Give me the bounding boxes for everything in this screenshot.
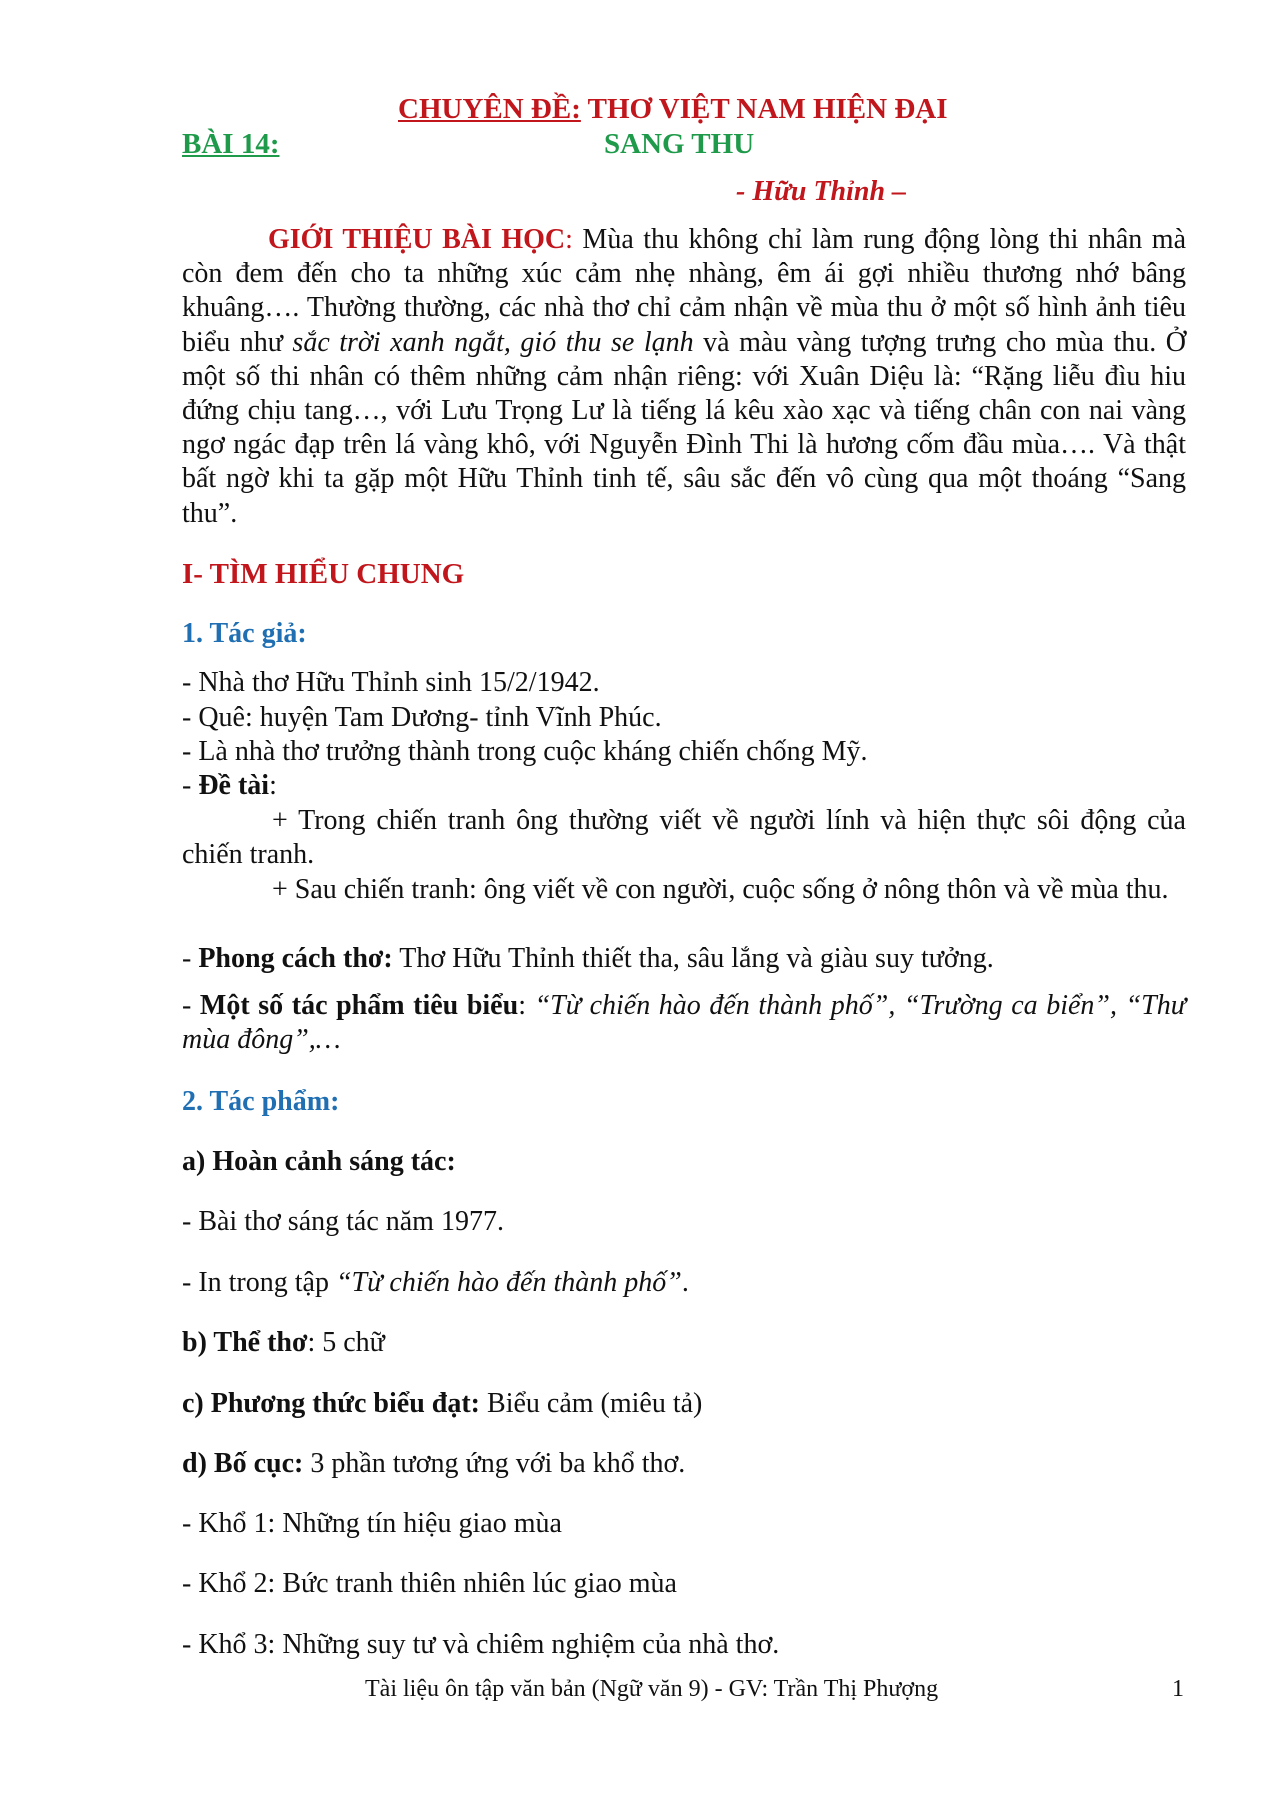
works-line: [182, 989, 1186, 1057]
mode-text: Biểu cảm (miêu tả): [480, 1388, 703, 1419]
structure-label: d) Bố cục:: [182, 1448, 304, 1479]
context-year: - Bài thơ sáng tác năm 1977.: [182, 1206, 504, 1237]
context-book-suffix: .: [681, 1267, 689, 1298]
topic-dash: -: [182, 770, 199, 801]
topic-label: Đề tài: [198, 770, 270, 801]
stanza-2: - Khổ 2: Bức tranh thiên nhiên lúc giao mùa: [182, 1568, 677, 1599]
works-dash: -: [182, 990, 200, 1021]
form-text: : 5 chữ: [307, 1327, 385, 1358]
style-label: Phong cách thơ:: [198, 943, 393, 974]
style-dash: -: [182, 943, 199, 974]
work-heading: 2. Tác phẩm:: [182, 1086, 340, 1117]
topic-line: [182, 769, 277, 803]
context-book: [182, 1266, 689, 1300]
lesson-title: SANG THU: [604, 128, 755, 160]
author-heading: 1. Tác giả:: [182, 618, 307, 649]
intro-text-1: Mùa thu không chỉ làm rung động lòng thi nhân mà còn đem đến cho ta những xúc cảm nhẹ nhàng, êm ái gợi nhiều thương nhớ bâng khuâng…. Thường thường, các nhà thơ chỉ cảm nhận về mùa thu ở một số hình ảnh tiêu biểu như: [182, 224, 1186, 358]
author-birth: - Nhà thơ Hữu Thỉnh sinh 15/2/1942.: [182, 667, 600, 698]
works-colon: :: [518, 990, 535, 1021]
intro-label: GIỚI THIỆU BÀI HỌC: [268, 224, 566, 255]
style-text: Thơ Hữu Thỉnh thiết tha, sâu lắng và giàu suy tưởng.: [392, 943, 994, 974]
intro-italic: sắc trời xanh ngắt, gió thu se lạnh: [292, 326, 694, 358]
author-name: - Hữu Thỉnh –: [736, 176, 907, 207]
form-line: [182, 1326, 385, 1360]
mode-line: [182, 1387, 702, 1421]
stanza-3: - Khổ 3: Những suy tư và chiêm nghiệm của nhà thơ.: [182, 1629, 780, 1660]
topic-heading: [398, 92, 948, 126]
section-heading: I- TÌM HIỂU CHUNG: [182, 558, 465, 590]
intro-paragraph: [182, 223, 1186, 531]
topic-label: CHUYÊN ĐỀ:: [398, 93, 581, 125]
context-book-title: “Từ chiến hào đến thành phố”: [335, 1267, 682, 1298]
author-career: - Là nhà thơ trưởng thành trong cuộc kháng chiến chống Mỹ.: [182, 736, 868, 767]
works-text: “Từ chiến hào đến thành phố”, “Trường ca biển”, “Thư mùa đông”,…: [182, 990, 1187, 1056]
topic-colon: :: [269, 770, 277, 801]
topic-after: + Sau chiến tranh: ông viết về con người, cuộc sống ở nông thôn và về mùa thu.: [272, 874, 1169, 905]
topic-war: + Trong chiến tranh ông thường viết về người lính và hiện thực sôi động của chiến tranh.: [182, 805, 1186, 871]
author-hometown: - Quê: huyện Tam Dương- tỉnh Vĩnh Phúc.: [182, 702, 662, 733]
topic-title: THƠ VIỆT NAM HIỆN ĐẠI: [587, 93, 948, 125]
works-label: Một số tác phẩm tiêu biểu: [199, 990, 519, 1021]
footer-text: Tài liệu ôn tập văn bản (Ngữ văn 9) - GV: Trần Thị Phượng: [365, 1676, 939, 1702]
mode-label: c) Phương thức biểu đạt:: [182, 1388, 481, 1419]
context-book-prefix: - In trong tập: [182, 1267, 336, 1298]
style-line: [182, 942, 994, 976]
form-label: b) Thể thơ: [182, 1327, 308, 1358]
intro-sep: :: [565, 224, 573, 255]
lesson-label: BÀI 14:: [182, 128, 280, 160]
context-heading: a) Hoàn cảnh sáng tác:: [182, 1146, 456, 1177]
structure-line: [182, 1447, 685, 1481]
structure-text: 3 phần tương ứng với ba khổ thơ.: [303, 1448, 686, 1479]
stanza-1: - Khổ 1: Những tín hiệu giao mùa: [182, 1508, 562, 1539]
page-number: 1: [1172, 1676, 1184, 1702]
intro-text-2: và màu vàng tượng trưng cho mùa thu. Ở một số thi nhân có thêm những cảm nhận riêng: với Xuân Diệu là: “Rặng liễu đìu hiu đứng chịu tang…, với Lưu Trọng Lư là tiếng lá kêu xào xạc và tiếng chân con nai vàng ngơ ngác đạp trên lá vàng khô, với Nguyễn Đình Thi là hương cốm đầu mùa…. Và thật bất ngờ khi ta gặp một Hữu Thỉnh tinh tế, sâu sắc đến vô cùng qua một thoáng “Sang thu”.: [182, 326, 1186, 529]
